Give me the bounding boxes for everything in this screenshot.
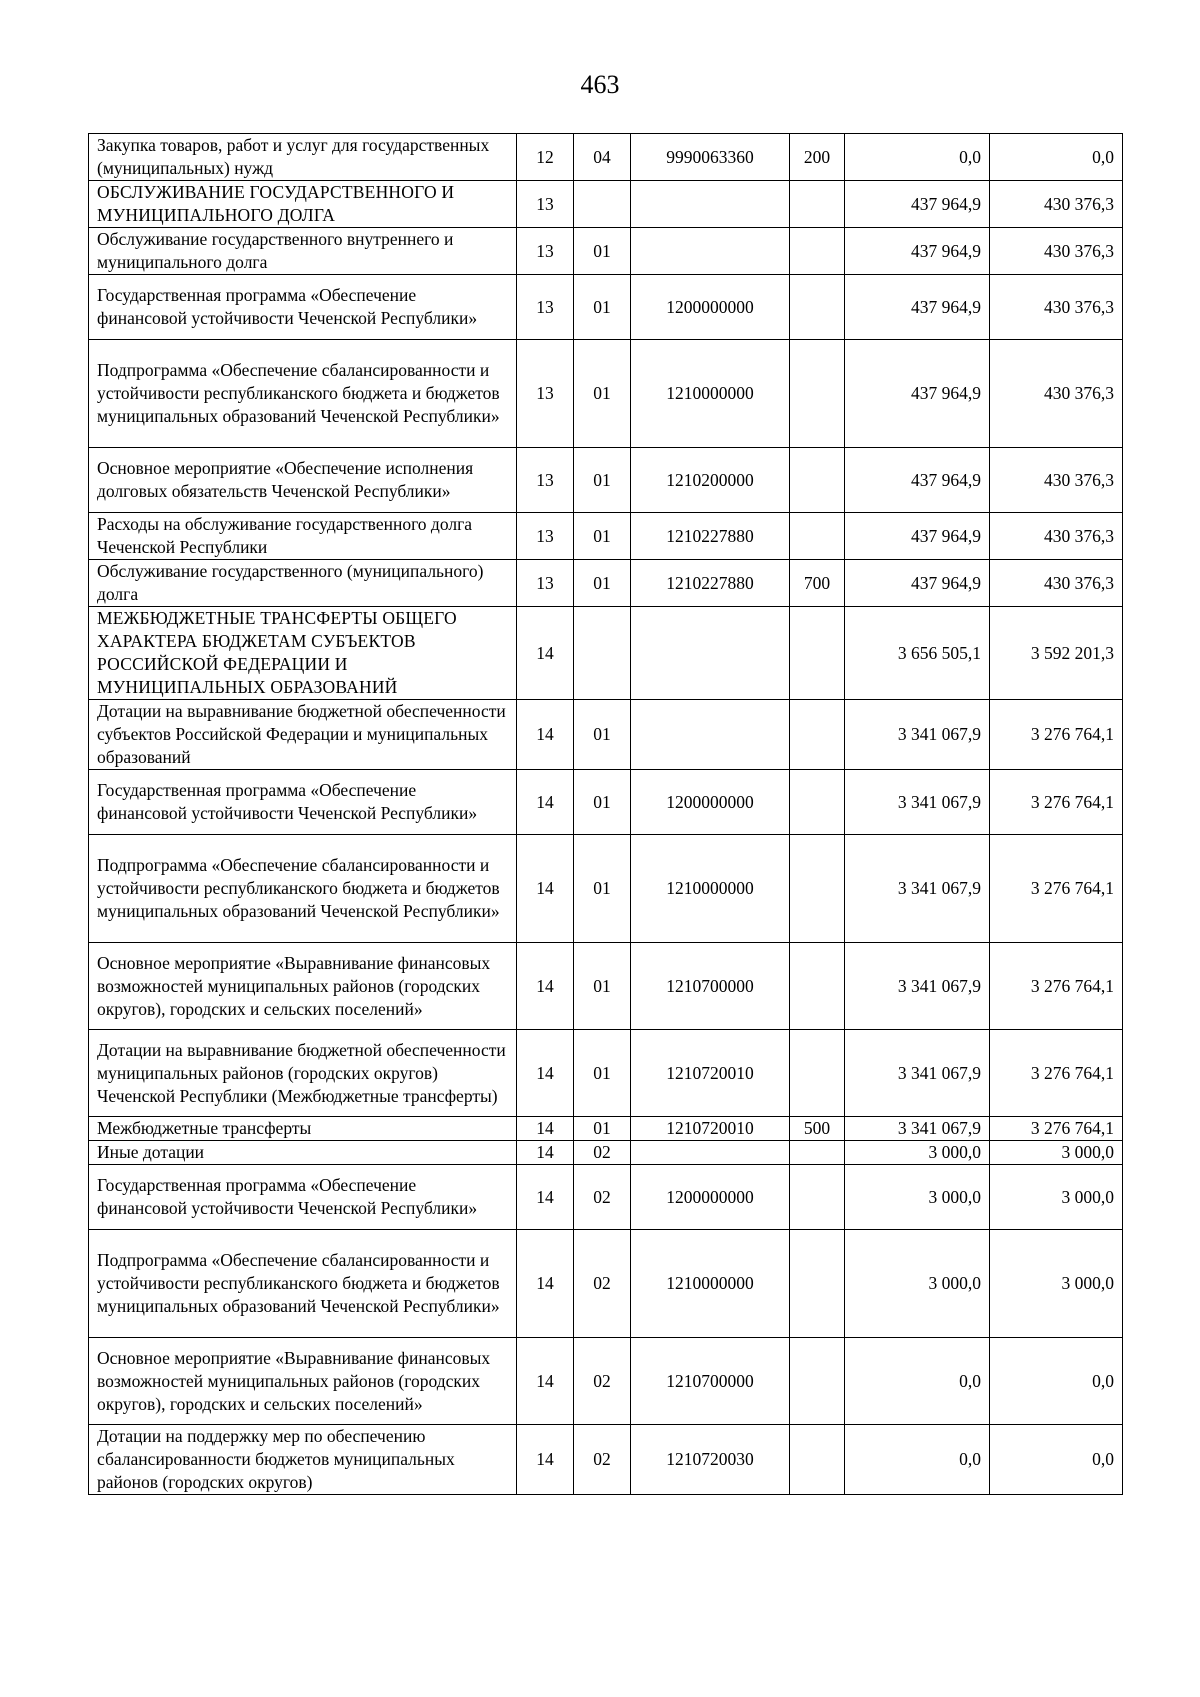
table-row [89,560,1123,607]
row-subsection: 02 [574,1141,631,1165]
row-section: 14 [517,835,574,943]
row-expense-type [790,1030,845,1117]
row-section: 14 [517,1425,574,1495]
row-expense-type: 500 [790,1117,845,1141]
row-section: 14 [517,1338,574,1425]
row-name: Основное мероприятие «Выравнивание финансовых возможностей муниципальных районов (городских округов), городских и сельских поселений» [89,1338,517,1425]
table-row [89,835,1123,943]
row-expense-type [790,943,845,1030]
row-section: 13 [517,181,574,228]
table-row [89,181,1123,228]
row-amount-year-2: 0,0 [990,134,1123,181]
row-name: ОБСЛУЖИВАНИЕ ГОСУДАРСТВЕННОГО И МУНИЦИПАЛЬНОГО ДОЛГА [89,181,517,228]
row-subsection: 04 [574,134,631,181]
table-row [89,770,1123,835]
row-section: 14 [517,770,574,835]
row-target-article: 1200000000 [631,1165,790,1230]
table-row [89,1141,1123,1165]
row-amount-year-2: 430 376,3 [990,340,1123,448]
row-section: 13 [517,513,574,560]
row-expense-type [790,770,845,835]
row-subsection: 02 [574,1165,631,1230]
row-amount-year-1: 437 964,9 [845,513,990,560]
row-expense-type [790,513,845,560]
row-amount-year-2: 3 276 764,1 [990,770,1123,835]
row-name: Подпрограмма «Обеспечение сбалансированности и устойчивости республиканского бюджета и бюджетов муниципальных образований Чеченской Республики» [89,1230,517,1338]
row-section: 13 [517,228,574,275]
row-section: 14 [517,1117,574,1141]
row-expense-type [790,340,845,448]
row-section: 13 [517,340,574,448]
row-target-article: 1210227880 [631,513,790,560]
row-amount-year-2: 3 276 764,1 [990,1030,1123,1117]
row-subsection: 01 [574,770,631,835]
row-amount-year-2: 3 276 764,1 [990,835,1123,943]
row-target-article [631,228,790,275]
row-amount-year-1: 3 000,0 [845,1165,990,1230]
row-section: 12 [517,134,574,181]
row-section: 14 [517,700,574,770]
table-row [89,340,1123,448]
row-subsection: 02 [574,1425,631,1495]
row-amount-year-2: 3 000,0 [990,1141,1123,1165]
table-row [89,1425,1123,1495]
row-expense-type [790,448,845,513]
row-expense-type [790,1338,845,1425]
row-section: 13 [517,448,574,513]
row-expense-type [790,700,845,770]
row-name: Государственная программа «Обеспечение финансовой устойчивости Чеченской Республики» [89,275,517,340]
row-amount-year-2: 3 000,0 [990,1230,1123,1338]
row-expense-type [790,1141,845,1165]
row-amount-year-2: 3 000,0 [990,1165,1123,1230]
row-amount-year-1: 437 964,9 [845,340,990,448]
row-amount-year-1: 3 341 067,9 [845,700,990,770]
row-name: Подпрограмма «Обеспечение сбалансированности и устойчивости республиканского бюджета и бюджетов муниципальных образований Чеченской Республики» [89,340,517,448]
row-target-article: 1210700000 [631,943,790,1030]
row-name: Обслуживание государственного (муниципального) долга [89,560,517,607]
row-subsection [574,181,631,228]
row-subsection: 01 [574,700,631,770]
row-amount-year-2: 430 376,3 [990,228,1123,275]
row-subsection: 01 [574,340,631,448]
row-target-article: 1200000000 [631,770,790,835]
row-amount-year-1: 0,0 [845,1425,990,1495]
row-subsection: 01 [574,275,631,340]
row-target-article: 1210720010 [631,1117,790,1141]
row-name: Иные дотации [89,1141,517,1165]
table-row [89,1030,1123,1117]
row-name: Подпрограмма «Обеспечение сбалансированности и устойчивости республиканского бюджета и бюджетов муниципальных образований Чеченской Республики» [89,835,517,943]
table-row [89,1165,1123,1230]
row-amount-year-1: 437 964,9 [845,275,990,340]
row-target-article [631,181,790,228]
row-target-article [631,700,790,770]
table-row [89,700,1123,770]
row-target-article: 9990063360 [631,134,790,181]
page-number: 463 [580,70,620,99]
row-section: 14 [517,607,574,700]
row-amount-year-1: 437 964,9 [845,560,990,607]
row-amount-year-2: 0,0 [990,1425,1123,1495]
row-amount-year-2: 430 376,3 [990,181,1123,228]
table-row [89,943,1123,1030]
row-amount-year-2: 430 376,3 [990,513,1123,560]
row-amount-year-1: 437 964,9 [845,181,990,228]
row-name: Основное мероприятие «Выравнивание финансовых возможностей муниципальных районов (городских округов), городских и сельских поселений» [89,943,517,1030]
row-name: Дотации на поддержку мер по обеспечению сбалансированности бюджетов муниципальных районов (городских округов) [89,1425,517,1495]
row-target-article: 1210720030 [631,1425,790,1495]
row-subsection: 01 [574,228,631,275]
row-section: 14 [517,1230,574,1338]
row-amount-year-2: 3 592 201,3 [990,607,1123,700]
table-row [89,607,1123,700]
row-section: 13 [517,560,574,607]
budget-table [88,133,1123,1495]
row-name: Расходы на обслуживание государственного долга Чеченской Республики [89,513,517,560]
row-amount-year-1: 437 964,9 [845,448,990,513]
row-subsection: 01 [574,1117,631,1141]
row-name: Закупка товаров, работ и услуг для государственных (муниципальных) нужд [89,134,517,181]
row-amount-year-2: 3 276 764,1 [990,943,1123,1030]
row-subsection: 01 [574,1030,631,1117]
table-row [89,228,1123,275]
row-expense-type [790,1230,845,1338]
row-target-article: 1210000000 [631,1230,790,1338]
row-subsection: 02 [574,1230,631,1338]
row-amount-year-1: 437 964,9 [845,228,990,275]
row-target-article: 1210200000 [631,448,790,513]
row-amount-year-1: 3 341 067,9 [845,770,990,835]
row-amount-year-1: 3 000,0 [845,1230,990,1338]
row-name: Обслуживание государственного внутреннего и муниципального долга [89,228,517,275]
row-name: Дотации на выравнивание бюджетной обеспеченности субъектов Российской Федерации и муниципальных образований [89,700,517,770]
row-section: 14 [517,943,574,1030]
row-amount-year-2: 3 276 764,1 [990,1117,1123,1141]
row-name: Дотации на выравнивание бюджетной обеспеченности муниципальных районов (городских округов) Чеченской Республики (Межбюджетные трансферты) [89,1030,517,1117]
row-amount-year-2: 430 376,3 [990,275,1123,340]
row-name: Государственная программа «Обеспечение финансовой устойчивости Чеченской Республики» [89,1165,517,1230]
row-amount-year-2: 0,0 [990,1338,1123,1425]
row-amount-year-2: 3 276 764,1 [990,700,1123,770]
row-amount-year-1: 0,0 [845,134,990,181]
row-name: Межбюджетные трансферты [89,1117,517,1141]
row-expense-type: 200 [790,134,845,181]
row-amount-year-2: 430 376,3 [990,448,1123,513]
row-name: Государственная программа «Обеспечение финансовой устойчивости Чеченской Республики» [89,770,517,835]
row-target-article: 1210000000 [631,835,790,943]
row-expense-type [790,275,845,340]
row-name: Основное мероприятие «Обеспечение исполнения долговых обязательств Чеченской Республики» [89,448,517,513]
row-amount-year-1: 3 656 505,1 [845,607,990,700]
row-target-article: 1200000000 [631,275,790,340]
row-expense-type [790,228,845,275]
row-expense-type: 700 [790,560,845,607]
row-target-article [631,1141,790,1165]
row-amount-year-2: 430 376,3 [990,560,1123,607]
row-target-article [631,607,790,700]
table-row [89,1117,1123,1141]
row-subsection: 01 [574,943,631,1030]
table-row [89,448,1123,513]
row-name: МЕЖБЮДЖЕТНЫЕ ТРАНСФЕРТЫ ОБЩЕГО ХАРАКТЕРА БЮДЖЕТАМ СУБЪЕКТОВ РОССИЙСКОЙ ФЕДЕРАЦИИ И МУНИЦИПАЛЬНЫХ ОБРАЗОВАНИЙ [89,607,517,700]
row-expense-type [790,181,845,228]
row-expense-type [790,835,845,943]
row-subsection: 01 [574,513,631,560]
row-section: 14 [517,1165,574,1230]
row-subsection: 01 [574,835,631,943]
row-expense-type [790,1165,845,1230]
table-row [89,134,1123,181]
row-amount-year-1: 3 341 067,9 [845,1117,990,1141]
row-subsection: 01 [574,448,631,513]
row-subsection: 02 [574,1338,631,1425]
row-expense-type [790,607,845,700]
table-row [89,275,1123,340]
row-section: 14 [517,1141,574,1165]
table-row [89,1230,1123,1338]
row-amount-year-1: 3 341 067,9 [845,835,990,943]
row-section: 14 [517,1030,574,1117]
row-amount-year-1: 3 341 067,9 [845,943,990,1030]
row-target-article: 1210720010 [631,1030,790,1117]
row-section: 13 [517,275,574,340]
row-amount-year-1: 3 000,0 [845,1141,990,1165]
table-row [89,1338,1123,1425]
row-subsection: 01 [574,560,631,607]
row-target-article: 1210227880 [631,560,790,607]
row-target-article: 1210700000 [631,1338,790,1425]
row-target-article: 1210000000 [631,340,790,448]
row-subsection [574,607,631,700]
row-expense-type [790,1425,845,1495]
row-amount-year-1: 0,0 [845,1338,990,1425]
budget-table-body [89,134,1123,1495]
table-row [89,513,1123,560]
row-amount-year-1: 3 341 067,9 [845,1030,990,1117]
